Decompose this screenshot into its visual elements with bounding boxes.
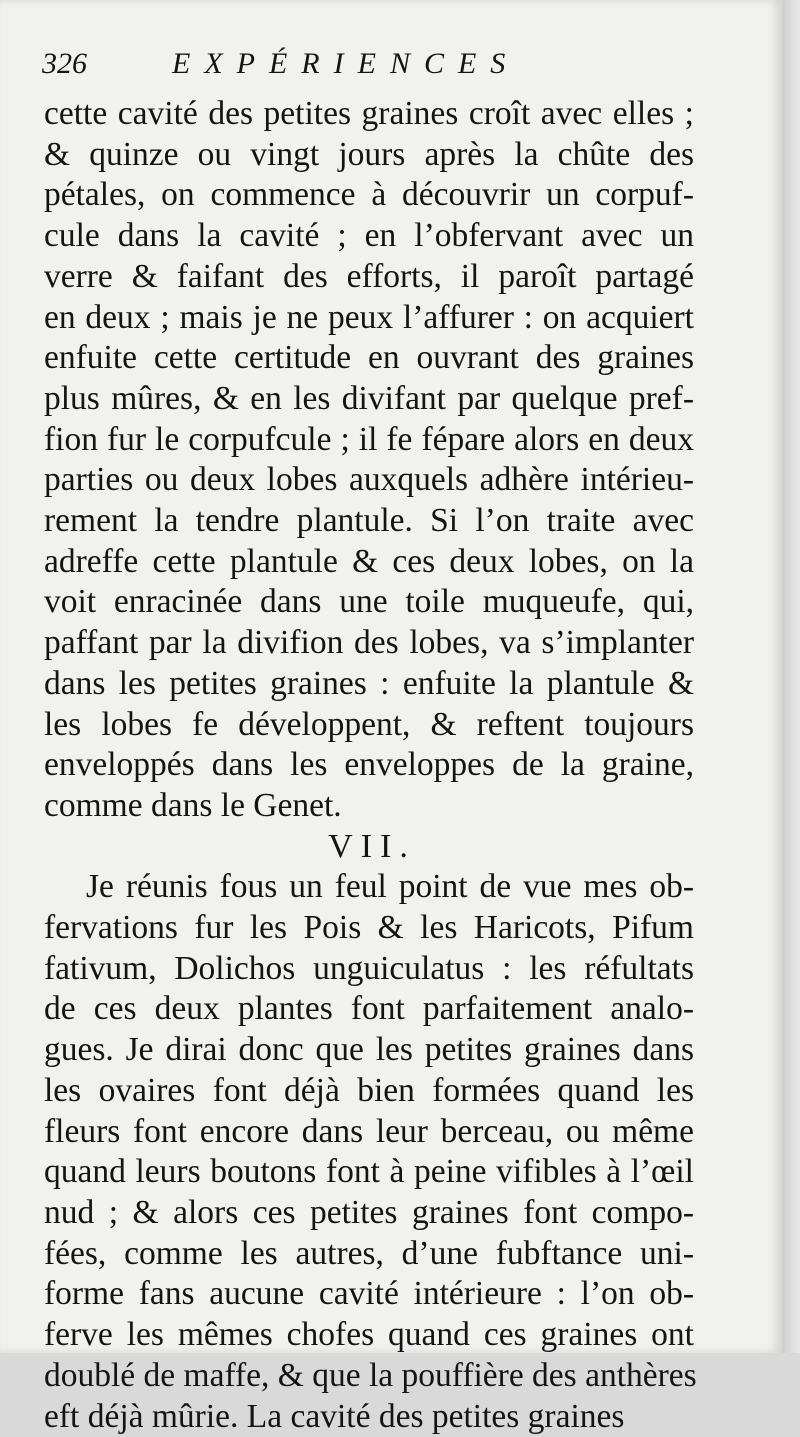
text-line: adreffe cette plantule & ces deux lobes, on la	[44, 542, 694, 583]
text-line: rement la tendre plantule. Si l’on traite avec	[44, 501, 694, 542]
text-line: enveloppés dans les enveloppes de la graine,	[44, 745, 694, 786]
text-line: plus mûres, & en les divifant par quelque pref-	[44, 379, 694, 420]
page-header	[42, 42, 642, 86]
text-line: eft déjà mûrie. La cavité des petites graines	[44, 1397, 694, 1437]
text-line: dans les petites graines : enfuite la plantule &	[44, 664, 694, 705]
text-line: fleurs font encore dans leur berceau, ou même	[44, 1112, 694, 1153]
text-line: cule dans la cavité ; en l’obfervant avec un	[44, 216, 694, 257]
text-line: forme fans aucune cavité intérieure : l’on ob-	[44, 1274, 694, 1315]
text-line: comme dans le Genet.	[44, 786, 694, 827]
text-line: nud ; & alors ces petites graines font compo-	[44, 1193, 694, 1234]
text-line: fées, comme les autres, d’une fubftance uni-	[44, 1234, 694, 1275]
text-line: de ces deux plantes font parfaitement analo-	[44, 989, 694, 1030]
text-line: fervations fur les Pois & les Haricots, Pifum	[44, 908, 694, 949]
text-line: gues. Je dirai donc que les petites graines dans	[44, 1030, 694, 1071]
text-line: fativum, Dolichos unguiculatus : les réfultats	[44, 949, 694, 990]
text-line: en deux ; mais je ne peux l’affurer : on acquiert	[44, 298, 694, 339]
text-line: Je réunis fous un feul point de vue mes ob-	[44, 867, 694, 908]
text-line: doublé de maffe, & que la pouffière des anthères	[44, 1356, 694, 1397]
section-heading: VII.	[44, 827, 694, 868]
text-line: ferve les mêmes chofes quand ces graines ont	[44, 1315, 694, 1356]
text-line: cette cavité des petites graines croît avec elles ;	[44, 94, 694, 135]
text-line: paffant par la divifion des lobes, va s’implanter	[44, 623, 694, 664]
text-line: voit enracinée dans une toile muqueufe, qui,	[44, 582, 694, 623]
text-line: & quinze ou vingt jours après la chûte des	[44, 135, 694, 176]
text-line: verre & faifant des efforts, il paroît partagé	[44, 257, 694, 298]
page-number: 326	[42, 42, 87, 86]
paragraph-2	[44, 867, 694, 1437]
text-line: les lobes fe développent, & reftent toujours	[44, 705, 694, 746]
text-line: fion fur le corpufcule ; il fe fépare alors en deux	[44, 420, 694, 461]
text-line: enfuite cette certitude en ouvrant des graines	[44, 338, 694, 379]
paragraph-1	[44, 94, 694, 827]
body-text	[44, 94, 694, 1437]
text-line: quand leurs boutons font à peine vifibles à l’œil	[44, 1152, 694, 1193]
running-head: EXPÉRIENCES	[172, 42, 519, 86]
page-edge	[782, 0, 800, 1353]
text-line: parties ou deux lobes auxquels adhère intérieu-	[44, 460, 694, 501]
text-line: pétales, on commence à découvrir un corpuf-	[44, 175, 694, 216]
text-line: les ovaires font déjà bien formées quand les	[44, 1071, 694, 1112]
